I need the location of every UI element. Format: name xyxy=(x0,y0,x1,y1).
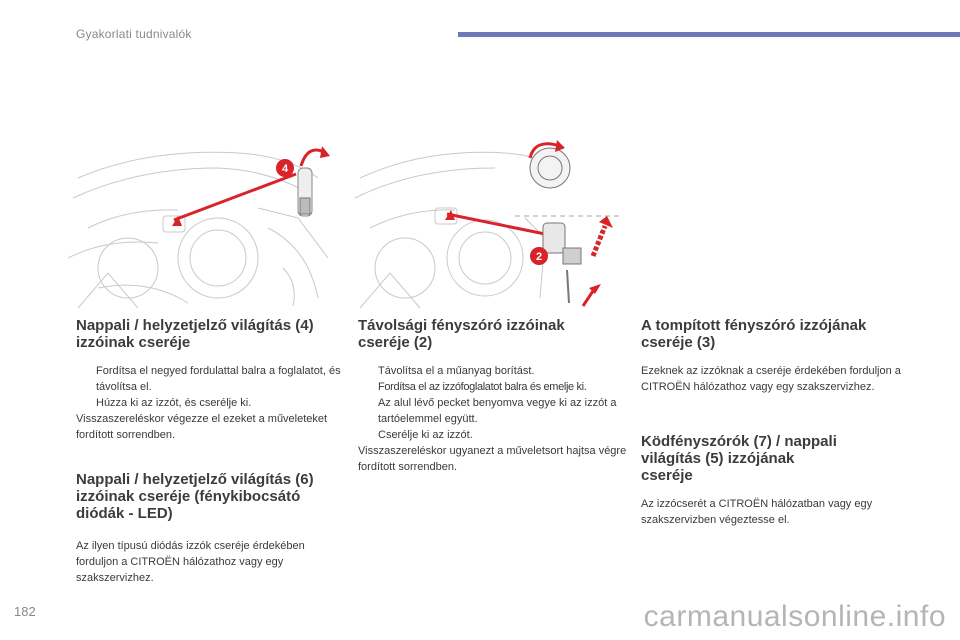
list-item: Távolítsa el a műanyag borítást. xyxy=(378,365,535,377)
column-right xyxy=(641,317,921,528)
section-title-high-beam: Távolsági fényszóró izzóinak cseréje (2) xyxy=(358,317,565,351)
note-high-beam: Visszaszereléskor ugyanezt a műveletsort hajtsa végre fordított sorrendben. xyxy=(358,445,627,473)
chapter-accent-bar xyxy=(458,32,960,37)
watermark: carmanualsonline.info xyxy=(643,600,946,633)
list-item: Fordítsa el az izzófoglalatot balra és emelje ki. xyxy=(378,381,587,393)
column-middle xyxy=(358,317,628,475)
steps-drl-4 xyxy=(76,363,346,411)
text-low-beam: Ezeknek az izzóknak a cseréje érdekében forduljon a CITROËN hálózathoz vagy egy szakszervizhez. xyxy=(641,365,901,393)
chapter-title: Gyakorlati tudnivalók xyxy=(76,27,192,41)
headlamp-illustration-right xyxy=(355,138,620,310)
list-item: Cserélje ki az izzót. xyxy=(378,429,473,441)
section-title-drl-6: Nappali / helyzetjelző világítás (6) izzóinak cseréje (fénykibocsátó diódák - LED) xyxy=(76,471,314,522)
list-item: Húzza ki az izzót, és cserélje ki. xyxy=(96,397,252,409)
note-drl-4: Visszaszereléskor végezze el ezeket a műveleteket fordított sorrendben. xyxy=(76,413,328,441)
steps-high-beam xyxy=(358,363,628,443)
section-title-fog-lamps: Ködfényszórók (7) / nappali világítás (5) izzójának cseréje xyxy=(641,433,837,484)
list-item: Fordítsa el negyed fordulattal balra a foglalatot, és távolítsa el. xyxy=(96,365,341,393)
section-title-low-beam: A tompított fényszóró izzójának cseréje (3) xyxy=(641,317,867,351)
headlamp-illustration-left xyxy=(68,138,343,310)
section-title-drl-4: Nappali / helyzetjelző világítás (4) izzóinak cseréje xyxy=(76,317,314,351)
list-item: Az alul lévő pecket benyomva vegye ki az izzót a tartóelemmel együtt. xyxy=(378,397,617,425)
page-number: 182 xyxy=(14,604,36,619)
column-left xyxy=(76,317,346,586)
step-badge-4: 4 xyxy=(281,163,289,175)
text-drl-6: Az ilyen típusú diódás izzók cseréje érdekében forduljon a CITROËN hálózathoz vagy egy szakszervizhez. xyxy=(76,540,305,584)
step-badge-2: 2 xyxy=(535,251,543,263)
text-fog-lamps: Az izzócserét a CITROËN hálózatban vagy egy szakszervizben végeztesse el. xyxy=(641,498,873,526)
